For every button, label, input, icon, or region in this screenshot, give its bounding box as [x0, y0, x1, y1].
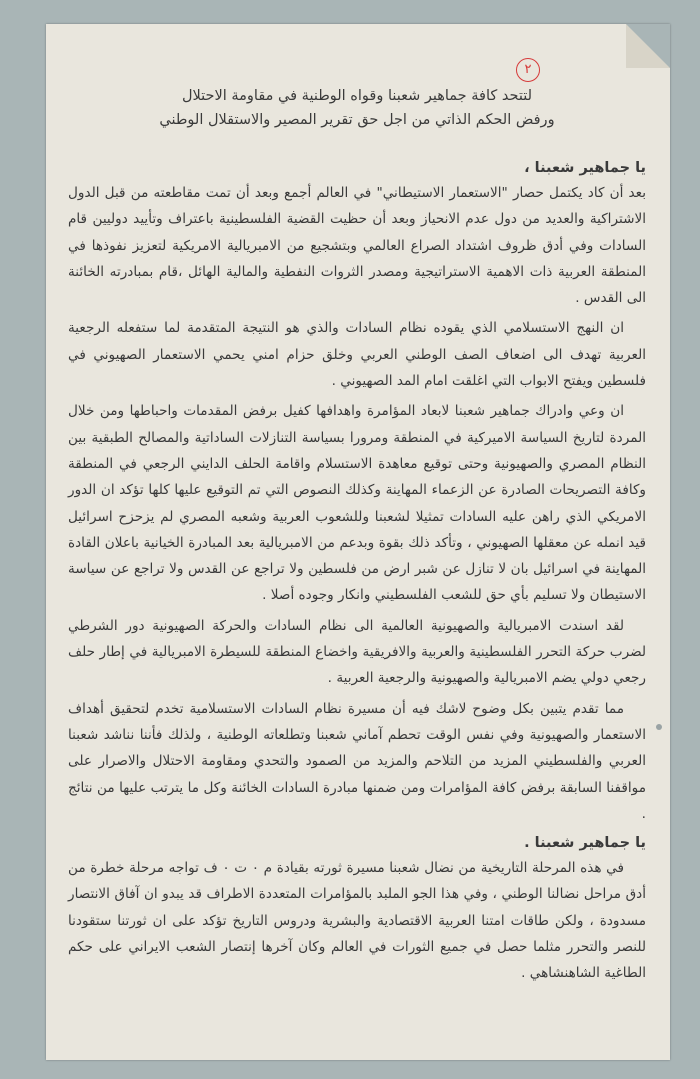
title-line-2: ورفض الحكم الذاتي من اجل حق تقرير المصير والاستقلال الوطني: [159, 112, 555, 128]
greeting-2: يا جماهير شعبنا .: [524, 835, 646, 852]
page-number: ٢: [516, 58, 540, 82]
paragraph-3: ان وعي وادراك جماهير شعبنا لابعاد المؤامرة واهدافها كفيل برفض المقدمات واحباطها ومن خلال المردة لتاريخ السياسة الاميركية في المنطقة ومرورا بسياسة التنازلات الساداتية والمصالح الطبقية بين النظام المصري والصهيونية وحتى توقيع معاهدة الاستسلام واقامة الحلف الدايني الرجعي في المنطقة وكافة التصريحات الصادرة عن الزعماء المهاينة وكذلك النصوص التي تم التوقيع عليها كلها تؤكد ان الدور الامريكي الذي راهن عليه السادات تمثيلا لشعبنا وللشعوب العربية وشعبه المصري لم يزحزح اسرائيل قيد انمله عن معقلها الصهيوني ، وتأكد ذلك بقوة وبدعم من الامبريالية بعد المبادرة الخيانية باعلان القادة المهاينة في اسرائيل بان لا تنازل عن شبر ارض من فلسطين ولا تراجع عن القدس ولا تراجع عن سياسة الاستيطان ولا تسليم بأي حق للشعب الفلسطيني وانكار وجوده أصلا .: [68, 403, 646, 604]
paragraph-5: مما تقدم يتبين بكل وضوح لاشك فيه أن مسيرة نظام السادات الاستسلامية تخدم لتحقيق أهداف الاستعمار والصهيونية وفي نفس الوقت تحطم آماني شعبنا وتطلعاته الوطنية ، ولذلك فأننا نناشد شعبنا العربي والفلسطيني المزيد من التلاحم والمزيد من الصمود والتحدي ومقاومة الاحتلال والاصرار على مواقفنا السابقة برفض كافة المؤامرات ومن ضمنها مبادرة السادات الخائنة وكل ما يترتب عليها من نتائج .: [68, 700, 646, 822]
punch-hole: [656, 724, 662, 730]
document-title: [128, 84, 586, 132]
folded-corner: [626, 24, 670, 68]
document-body: [68, 84, 646, 1040]
greeting-1: يا جماهير شعبنا ،: [524, 160, 646, 176]
document-sheet: [46, 24, 670, 1060]
paragraph-2: ان النهج الاستسلامي الذي يقوده نظام السادات والذي هو النتيجة المتقدمة لما ستفعله الرجعية العربية تهدف الى اضعاف الصف الوطني العربي وخلق حزام امني يحمي الاستعمار الصهيوني في فلسطين ويفتح الابواب التي اغلقت امام المد الصهيوني .: [68, 320, 646, 390]
title-line-1: لتتحد كافة جماهير شعبنا وقواه الوطنية في مقاومة الاحتلال: [181, 88, 533, 104]
paragraph-6: في هذه المرحلة التاريخية من نضال شعبنا مسيرة ثورته بقيادة م ٠ ت ٠ ف تواجه مرحلة خطرة من أدق مراحل نضالنا الوطني ، وفي هذا الجو الملبد بالمؤامرات المتعددة الاطراف قد يبدو ان آفاق الانتصار مسدودة ، ولكن طاقات امتنا العربية الاقتصادية والبشرية ودروس التاريخ تؤكد على ان ثورتنا ستقودنا للنصر والتحرر مثلما حصل في جميع الثورات في العالم وكان آخرها إنتصار الشعب الايراني على حكم الطاغية الشاهنشاهي .: [68, 860, 646, 982]
paragraph-1: بعد أن كاد يكتمل حصار "الاستعمار الاستيطاني" في العالم أجمع وبعد أن تمت مقاطعته من قبل الدول الاشتراكية والعديد من دول عدم الانحياز وبعد أن حظيت القضية الفلسطينية باعتراف وتأييد دوليين قام السادات وفي أدق ظروف اشتداد الصراع العالمي وبتشجيع من الامبريالية الامريكية لتعزيز نفوذها في المنطقة العربية ذات الاهمية الاستراتيجية ومصدر الثروات النفطية والمالية الهائل ،قام بمبادرته الخائنة الى القدس .: [68, 185, 646, 307]
paragraph-4: لقد اسندت الامبريالية والصهيونية العالمية الى نظام السادات والحركة الصهيونية دور الشرطي لضرب حركة التحرر الفلسطينية والعربية والافريقية واخضاع المنطقة للسيطرة الامبريالية في إطار حلف رجعي دولي يضم الامبريالية والصهيونية والرجعية العربية .: [68, 617, 646, 687]
